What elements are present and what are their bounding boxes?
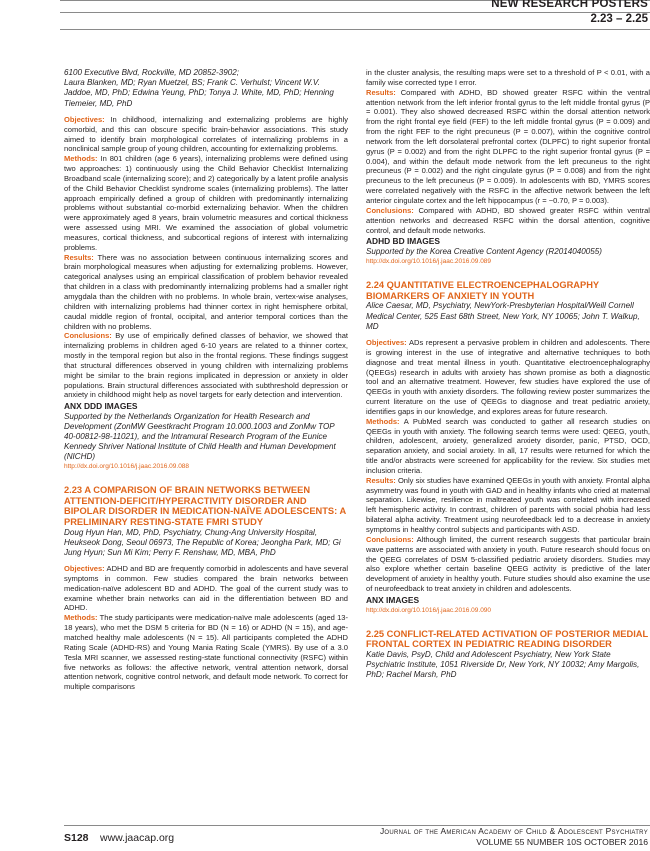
- conclusions-label: Conclusions:: [366, 205, 414, 215]
- objectives-text: ADHD and BD are frequently comorbid in adolescents and have several symptoms in common. Few studies compared the brain networks between medication-naïve adolescent BD and ADHD. The goal of the current study was to examine whether brain networks can aid in the differentiation between BD and ADHD.: [64, 564, 349, 613]
- objectives-text: In childhood, internalizing and externalizing problems are highly comorbid, and this can obscure specific brain-behavior associations. This study aimed to identify brain morphological correlates of internalizing problems in a nonclinical sample group of young children, accounting for externalizing problems.: [64, 114, 348, 154]
- affiliation-continued: 6100 Executive Blvd, Rockville, MD 20852-3902;: [64, 68, 240, 77]
- doi-link[interactable]: http://dx.doi.org/10.1016/j.jaac.2016.09.088: [64, 463, 190, 471]
- results-paragraph-2-24: [366, 476, 650, 535]
- results-paragraph-2-23: [366, 88, 650, 206]
- results-label: Results:: [366, 87, 396, 97]
- conclusions-paragraph: [64, 331, 348, 400]
- methods-label: Methods:: [64, 154, 98, 164]
- section-title: NEW RESEARCH POSTERS: [491, 0, 648, 10]
- objectives-label: Objectives:: [64, 114, 105, 124]
- methods-text: In 801 children (age 6 years), internalizing problems were defined using two approaches: 1) continuously using the Child Behavior Checklist Internalizing Broadband scale (internalizing score); and 2) categorically by a latent profile analysis of the Child Behavior Checklist syndrome scales (internalizing problems). The latter approach empirically defined a group of children with predominantly internalizing problems without substantial co-morbid externalizing behavior. When the children were approximately aged 8 years, brain volumetric measures and cortical thickness were assessed using MRI. We examined the association of global volumetric measures, cortical thickness, and subcortical regions of interest with internalizing problems.: [64, 154, 348, 252]
- keywords-2-24: ANX IMAGES: [366, 594, 420, 605]
- doi-link-2-24[interactable]: http://dx.doi.org/10.1016/j.jaac.2016.09.090: [366, 606, 492, 614]
- abstract-title-2-24: 2.24 QUANTITATIVE ELECTROENCEPHALOGRAPHY BIOMARKERS OF ANXIETY IN YOUTH: [366, 280, 599, 301]
- results-paragraph: [64, 253, 348, 332]
- keywords-2-23: ADHD BD IMAGES: [366, 236, 440, 247]
- results-text: There was no association between continuous internalizing scores and brain morphological measures when adjusting for externalizing problems. However, categorical analyses using an empirical classification of problem behavior revealed that children in a class with predominantly internalizing problems had a smaller right amygdala than the children with no problems. In whole brain, vertex-wise analyses, children with internalizing problems had thinner cortex in right hemisphere orbital, caudal middle region of frontal, occipital, and anterior temporal cortices than the children with no problems.: [64, 252, 348, 331]
- author-list-2-23: Doug Hyun Han, MD, PhD, Psychiatry, Chung-Ang University Hospital, Heukseok Dong, Seoul 06973, The Republic of Korea; Jeongha Park, MD; Gi Jung Hyun; Sun Mi Kim; Perry F. Renshaw, MD, MBA, PhD: [64, 527, 341, 557]
- doi-link-2-23[interactable]: http://dx.doi.org/10.1016/j.jaac.2016.09.089: [366, 258, 492, 266]
- conclusions-label: Conclusions:: [64, 331, 112, 341]
- results-text: Compared with ADHD, BD showed greater RSFC within the ventral attention network from the left inferior frontal gyrus to the left middle frontal gyrus (P = 0.001). They also showed decreased RSFC within the dorsal attention network from the right frontal eye field (FEF) to the left middle frontal gyrus (P = 0.009) and from the right FEF to the right precuneus (P = 0.007), within the cognitive control network from the left dorsolateral prefrontal cortex (DLPFC) to right superior frontal gyrus (P = 0.002) and from the right DLPFC to the right superior frontal gyrus (P = 0.004), and within the default mode network from the left precuneus to the right precuneus (P = 0.002) and the right cingulate gyrus (P = 0.008) and from the right precuneus to the left precuneus (P = 0.009). In adolescents with BD, YMRS scores were correlated negatively with the RSFC in the affective network between the left anterior cingulate cortex and the left hippocampus (r = −0.70, P = 0.003).: [366, 87, 650, 205]
- journal-url[interactable]: www.jaacap.org: [100, 832, 175, 844]
- methods-paragraph-2-24: [366, 417, 650, 476]
- abstract-title-2-25: 2.25 CONFLICT-RELATED ACTIVATION OF POSTERIOR MEDIAL FRONTAL CORTEX IN PEDIATRIC READING DISORDER: [366, 628, 649, 650]
- objectives-label: Objectives:: [64, 564, 105, 574]
- left-column: [64, 68, 348, 692]
- objectives-paragraph-2-24: [366, 338, 650, 417]
- volume-info: VOLUME 55 NUMBER 10S OCTOBER 2016: [476, 837, 648, 847]
- methods-label: Methods:: [64, 613, 98, 623]
- conclusions-text: Although limited, the current research suggests that particular brain wave patterns are associated with anxiety in youth. Future research should focus on the QEEG correlates of DSM 5-classified pediatric anxiety disorders. Studies may also explore whether certain baseline QEEG activity is predictive of the later development of anxiety in healthy youth. Future studies should also examine the use of neurofeedback to treat anxiety in children and adolescents.: [366, 534, 650, 594]
- results-label: Results:: [64, 252, 94, 262]
- objectives-label: Objectives:: [366, 337, 407, 347]
- methods-label: Methods:: [366, 416, 400, 426]
- methods-continued: in the cluster analysis, the resulting maps were set to a threshold of P < 0.01, with a family wise corrected type I error.: [366, 68, 650, 87]
- funding-statement-2-23: Supported by the Korea Creative Content Agency (R2014040055): [366, 247, 602, 257]
- abstract-range: 2.23 – 2.25: [590, 13, 648, 25]
- author-list-2-25: Katie Davis, PsyD, Child and Adolescent Psychiatry, New York State Psychiatric Institute, 1051 Riverside Dr, New York, NY 10032; Amy Margolis, PhD; Rachel Marsh, PhD: [366, 649, 640, 680]
- journal-name: Journal of the American Academy of Child & Adolescent Psychiatry: [379, 826, 648, 836]
- objectives-paragraph-2-23: [64, 564, 348, 613]
- conclusions-paragraph-2-24: [366, 535, 650, 594]
- conclusions-text: Compared with ADHD, BD showed greater RSFC within ventral attention networks and decreased RSFC within the dorsal attention, cognitive control, and default mode networks.: [366, 205, 650, 235]
- conclusions-label: Conclusions:: [366, 534, 414, 544]
- page-number: S128: [64, 832, 89, 844]
- header-bottom-rule: [60, 29, 650, 30]
- methods-text: A PubMed search was conducted to gather all research studies on QEEGs in youth with anxiety. The following search terms were used: QEEG, youth, children, adolescent, anxiety, generalized anxiety disorder, panic, PTSD, OCD, separation anxiety, and social anxiety. In all, 17 results were returned for which the title and/or abstracts were screened for applicability for the review. Six studies met inclusion criteria.: [366, 416, 650, 475]
- author-list-2-24: Alice Caesar, MD, Psychiatry, NewYork-Presbyterian Hospital/Weill Cornell Medical Center, 525 East 68th Street, New York, NY 10065; John T. Walkup, MD: [366, 301, 640, 331]
- conclusions-paragraph-2-23: [366, 206, 650, 236]
- right-column: [366, 68, 650, 681]
- abstract-title-2-23: 2.23 A COMPARISON OF BRAIN NETWORKS BETWEEN ATTENTION-DEFICIT/HYPERACTIVITY DISORDER AND BIPOLAR DISORDER IN MEDICATION-NAÏVE ADOLESCENTS: A PRELIMINARY RESTING-STATE FMRI STUDY: [64, 485, 346, 527]
- results-label: Results:: [366, 475, 396, 485]
- author-list: Laura Blanken, MD; Ryan Muetzel, BS; Frank C. Verhulst; Vincent W.V. Jaddoe, MD, PhD; Edwina Yeung, PhD; Tonya J. White, MD, PhD; Henning Tiemeier, MD, PhD: [64, 78, 334, 108]
- header-rule: [60, 12, 650, 13]
- objectives-text: ADs represent a pervasive problem in children and adolescents. There is growing interest in the use of integrative and alternative techniques to both diagnose and treat mental illness in youth. Quantitative electroencephalography (QEEGs) research in adults with anxiety has shown promise as both a diagnostic tool and an alternative treatment. However, few studies have explored the use of QEEGs in youth with anxiety disorders. The following review poster summarizes the current literature on the use of QEEGs to diagnose and treat pediatric anxiety, identifies gaps in our knowledge, and explores areas for future research.: [366, 337, 650, 416]
- methods-paragraph-2-23: [64, 613, 348, 692]
- funding-statement: Supported by the Netherlands Organization for Health Research and Development (ZonMW Geestkracht Program 10.000.1003 and ZonMw TOP 40-00812-98-11021), and the Intramural Research Program of the Eunice Kennedy Shriver National Institute of Child Health and Human Development (NICHD): [64, 412, 336, 462]
- keywords: ANX DDD IMAGES: [64, 401, 138, 412]
- methods-text: The study participants were medication-naïve male adolescents (aged 13-18 years), who met the DSM 5 criteria for BD (N = 16) or ADHD (N = 15), and age-matched healthy male adolescents (N = 15). All participants completed the ADHD Rating Scale (ADHD-RS) and Young Mania Rating Scale (YMRS). By use of a 3.0 Tesla MRI scanner, we assessed resting-state functional connectivity (RSFC) within five networks as follows: the affective network, ventral attention network, dorsal attention network, cognitive control network, and default mode network. To correct for multiple comparisons: [64, 613, 348, 692]
- objectives-paragraph: [64, 115, 348, 154]
- conclusions-text: By use of empirically defined classes of behavior, we showed that internalizing problems in children aged 6-10 years are related to a thinner cortex, mostly in the temporal region but also in the frontal regions. These findings suggest that structural differences observed in young children with internalizing problems might be similar to the brain regions implicated in depression or anxiety in older populations. Brain structural differences associated with subthreshold depression or anxiety in childhood might help as novel targets for early detection and intervention.: [64, 331, 348, 400]
- results-text: Only six studies have examined QEEGs in youth with anxiety. Frontal alpha asymmetry was found in youth with GAD and in healthy infants who cried at maternal separation. Likewise, resilience in maltreated youth was correlated with increased left hemispheric activity. In contrast, children of parents with social phobia had less bilateral alpha activity. Treatment using neurofeedback led to a decrease in anxiety symptoms in healthy control subjects and participants with ASD.: [366, 475, 650, 535]
- methods-paragraph: [64, 154, 348, 252]
